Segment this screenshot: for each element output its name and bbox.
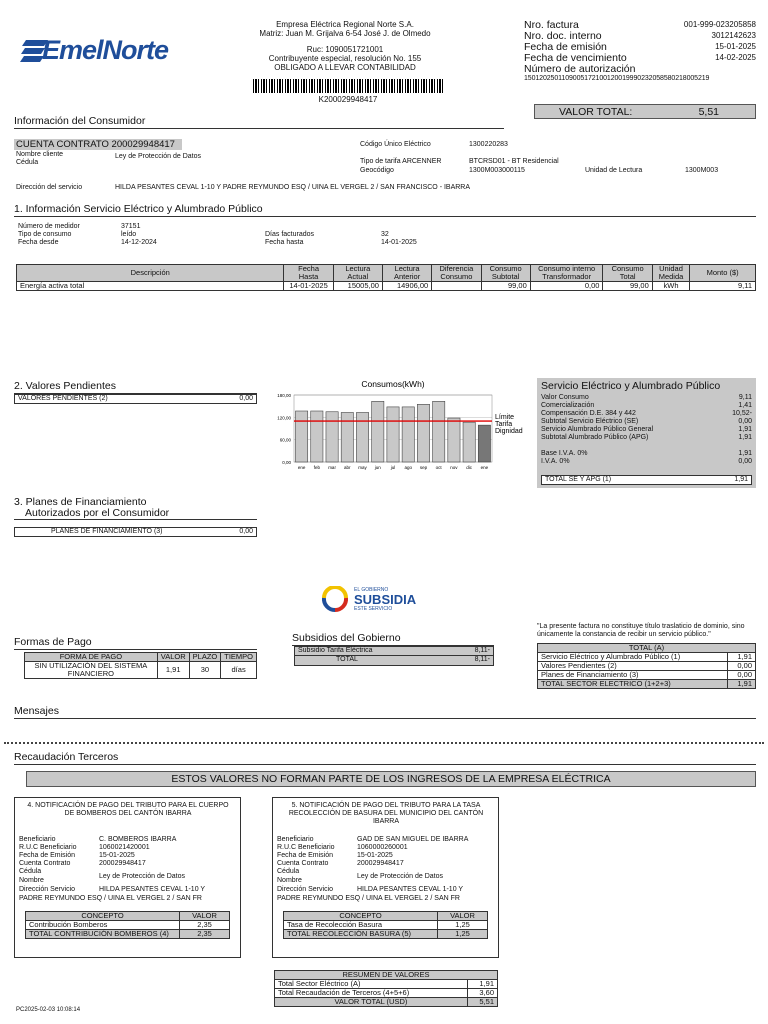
notice-label: Dirección Servicio	[19, 886, 76, 893]
company-logo: EmelNorte	[20, 38, 190, 66]
service-col-header: Consumo Total	[603, 265, 652, 282]
barcode-text: K200029948417	[318, 95, 378, 104]
invoice-info: Nro. factura 001-999-023205858 Nro. doc. interno 3012142623 Fecha de emisión 15-01-2025 Fecha de vencimiento 14-02-2025 Número de autorización 1501202501109005172100120019990232058580218005219	[524, 19, 756, 82]
notice-value: 1060021420001	[99, 844, 150, 851]
chart-ytick: 60,00	[279, 437, 291, 443]
summary-item: Subtotal Servicio Eléctrico (SE) 0,00	[541, 418, 752, 425]
notice-value: 200029948417	[99, 860, 146, 867]
third-banner: ESTOS VALORES NO FORMAN PARTE DE LOS INGRESOS DE LA EMPRESA ELÉCTRICA	[26, 771, 756, 787]
chart-ytick: 0,00	[282, 460, 291, 465]
barcode	[253, 79, 443, 93]
company-ruc: Ruc: 1090051721001	[306, 45, 384, 54]
pending-row: VALORES PENDIENTES (2) 0,00	[14, 394, 257, 404]
chart-xtick: abr	[344, 465, 351, 470]
notice-value: GAD DE SAN MIGUEL DE IBARRA	[357, 836, 469, 843]
service-cell: 14906,00	[382, 282, 431, 291]
notice-table: CONCEPTO VALOR Contribución Bomberos 2,35 TOTAL CONTRIBUCIÓN BOMBEROS (4) 2,35	[25, 911, 230, 939]
resumen-table: RESUMEN DE VALORES Total Sector Eléctrico (A) 1,91 Total Recaudación de Terceros (4+5+6) 3,60 VALOR TOTAL (USD) 5,51	[274, 970, 498, 1007]
service-col-header: Monto ($)	[690, 265, 756, 282]
chart-bar	[372, 401, 384, 462]
total-a-table: TOTAL (A) Servicio Eléctrico y Alumbrado Público (1) 1,91 Valores Pendientes (2) 0,00 Planes de Financiamiento (3) 0,00 TOTAL SECTOR ELECTRICO (1+2+3) 1,91	[537, 643, 756, 689]
summary-item: Subtotal Alumbrado Público (APG) 1,91	[541, 434, 752, 441]
notice-label: Dirección Servicio	[277, 886, 334, 893]
service-cell: 14-01-2025	[284, 282, 333, 291]
chart-bar	[433, 401, 445, 462]
service-col-header: Consumo interno Transformador	[530, 265, 603, 282]
chart-xtick: ene	[480, 465, 489, 470]
total-box: VALOR TOTAL: 5,51	[534, 104, 756, 119]
payment-col-header: FORMA DE PAGO	[25, 653, 158, 662]
service-cell: 9,11	[690, 282, 756, 291]
chart-xtick: feb	[313, 465, 320, 470]
chart-bar	[311, 411, 323, 462]
account-number: 200029948417	[111, 139, 175, 150]
company-taxpayer: Contribuyente especial, resolución No. 155	[268, 54, 422, 63]
company-name: Empresa Eléctrica Regional Norte S.A.	[276, 20, 414, 29]
service-address: HILDA PESANTES CEVAL 1-10 Y PADRE REYMUNDO ESQ / UINA EL VERGEL 2 / SAN FRANCISCO - IBARRA	[115, 184, 471, 191]
company-accounting: OBLIGADO A LLEVAR CONTABILIDAD	[274, 63, 416, 72]
service-col-header: Lectura Anterior	[382, 265, 431, 282]
notice-label: Cédula	[19, 868, 42, 875]
financing-title: 3. Planes de Financiamiento Autorizados por el Consumidor	[14, 497, 257, 520]
payment-col-header: VALOR	[157, 653, 189, 662]
chart-xtick: ago	[404, 465, 412, 470]
chart-xtick: jul	[390, 465, 396, 470]
chart-bar	[448, 418, 460, 462]
payment-cell: días	[221, 662, 257, 679]
service-summary	[537, 378, 756, 488]
financing-row: PLANES DE FINANCIAMIENTO (3) 0,00	[14, 527, 257, 537]
payment-cell: 1,91	[157, 662, 189, 679]
service-cell: 0,00	[530, 282, 603, 291]
notice-label: Nombre	[19, 877, 44, 884]
limit-label: Límite	[495, 414, 515, 422]
chart-bar	[387, 407, 399, 462]
third-title: Recaudación Terceros	[14, 751, 756, 765]
service-col-header: Descripción	[17, 265, 284, 282]
chart-xtick: nov	[450, 465, 458, 470]
summary-iva-item: Base I.V.A. 0% 1,91	[541, 450, 752, 457]
subsidy-logo-icon	[320, 586, 350, 614]
company-address: Matriz: Juan M. Grijalva 6-54 José J. de Olmedo	[259, 29, 431, 38]
subsidies-title: Subsidios del Gobierno	[292, 632, 494, 646]
subsidy-logo: EL GOBIERNO SUBSIDIA ESTE SERVICIO	[320, 586, 420, 614]
chart-xtick: dic	[466, 465, 473, 470]
notice-label: Fecha de Emisión	[277, 852, 334, 859]
notice-value: PADRE REYMUNDO ESQ / UINA EL VERGEL 2 / SAN FR	[277, 895, 460, 902]
notice-value: 200029948417	[357, 860, 404, 867]
chart-xtick: sep	[419, 465, 428, 470]
notice-value: Ley de Protección de Datos	[99, 873, 185, 880]
notice-label: Cédula	[277, 868, 300, 875]
limit-label: Dignidad	[495, 428, 523, 436]
payment-col-header: PLAZO	[189, 653, 221, 662]
service-col-header: Lectura Actual	[333, 265, 382, 282]
notice-value: PADRE REYMUNDO ESQ / UINA EL VERGEL 2 / SAN FR	[19, 895, 202, 902]
consumption-chart	[262, 378, 532, 474]
chart-xtick: may	[358, 465, 367, 470]
summary-item: Servicio Alumbrado Público General 1,91	[541, 426, 752, 433]
summary-item: Comercialización 1,41	[541, 402, 752, 409]
notice-table: CONCEPTO VALOR Tasa de Recolección Basura 1,25 TOTAL RECOLECCIÓN BASURA (5) 1,25	[283, 911, 488, 939]
service-cell	[432, 282, 481, 291]
chart-bar	[326, 412, 338, 462]
chart-xtick: jun	[374, 465, 381, 470]
total-value: 5,51	[698, 106, 719, 118]
summary-title: Servicio Eléctrico y Alumbrado Público	[541, 380, 721, 392]
chart-bar	[296, 411, 308, 462]
invoice-number: 001-999-023205858	[683, 20, 756, 29]
resumen-total: 5,51	[467, 998, 497, 1007]
service-cell: kWh	[652, 282, 690, 291]
consumption-table	[16, 264, 756, 291]
notice-title: 5. NOTIFICACIÓN DE PAGO DEL TRIBUTO PARA LA TASA RECOLECCIÓN DE BASURA DEL MUNICIPIO DEL CANTÓN IBARRA	[288, 802, 484, 825]
service-cell: 15005,00	[333, 282, 382, 291]
summary-total: TOTAL SE Y APG (1) 1,91	[541, 475, 752, 485]
payment-col-header: TIEMPO	[221, 653, 257, 662]
chart-bar	[417, 404, 429, 462]
notice-label: Beneficiario	[19, 836, 56, 843]
chart-bar	[463, 422, 475, 462]
pending-title: 2. Valores Pendientes	[14, 380, 257, 394]
resumen-row: Total Sector Eléctrico (A) 1,91	[275, 980, 498, 989]
resumen-row: Total Recaudación de Terceros (4+5+6) 3,60	[275, 989, 498, 998]
company-info	[240, 20, 450, 72]
basura-notice	[272, 797, 499, 958]
chart-xtick: oct	[435, 465, 442, 470]
authorization-number: 1501202501109005172100120019990232058580218005219	[524, 75, 710, 82]
total-a-row: Valores Pendientes (2) 0,00	[538, 662, 756, 671]
notice-label: Nombre	[277, 877, 302, 884]
chart-xtick: mar	[328, 465, 336, 470]
service-cell: Energía activa total	[17, 282, 284, 291]
chart-ytick: 120,00	[277, 415, 291, 421]
cut-line	[4, 742, 764, 744]
summary-item: Valor Consumo 9,11	[541, 394, 752, 401]
chart-bar	[356, 412, 368, 462]
service-title: 1. Información Servicio Eléctrico y Alumbrado Público	[14, 203, 756, 217]
notice-value: HILDA PESANTES CEVAL 1-10 Y	[99, 886, 206, 893]
service-cell: 99,00	[481, 282, 530, 291]
notice-value: HILDA PESANTES CEVAL 1-10 Y	[357, 886, 464, 893]
service-col-header: Fecha Hasta	[284, 265, 333, 282]
payment-title: Formas de Pago	[14, 636, 257, 650]
notice-label: Cuenta Contrato	[19, 860, 71, 867]
client-name: Ley de Protección de Datos	[115, 153, 201, 160]
chart-title: Consumos(kWh)	[361, 379, 425, 389]
notice-label: R.U.C Beneficiario	[19, 844, 77, 851]
payment-cell: 30	[189, 662, 221, 679]
notice-value: 1060000260001	[357, 844, 408, 851]
payment-table	[24, 652, 257, 679]
total-a-row: Planes de Financiamiento (3) 0,00	[538, 671, 756, 680]
chart-bar	[402, 407, 414, 462]
notice-label: R.U.C Beneficiario	[277, 844, 335, 851]
messages-title: Mensajes	[14, 705, 756, 719]
consumption-chart-svg	[262, 378, 532, 474]
footer-code: PC2025-02-03 10:08:14	[16, 1007, 81, 1013]
chart-bar	[341, 412, 353, 462]
notice-value: Ley de Protección de Datos	[357, 873, 443, 880]
notice-label: Beneficiario	[277, 836, 314, 843]
subsidies-list: Subsidio Tarifa Eléctrica 8,11- TOTAL 8,11-	[294, 646, 494, 666]
chart-ytick: 180,00	[277, 393, 291, 398]
service-cell: 99,00	[603, 282, 652, 291]
summary-item: Compensación D.E. 384 y 442 10,52-	[541, 410, 752, 417]
notice-title: 4. NOTIFICACIÓN DE PAGO DEL TRIBUTO PARA EL CUERPO DE BOMBEROS DEL CANTÓN IBARRA	[27, 802, 229, 817]
subsidy-row: Subsidio Tarifa Eléctrica 8,11-	[294, 646, 494, 656]
bomberos-notice	[14, 797, 241, 958]
total-a-row: Servicio Eléctrico y Alumbrado Público (1) 1,91	[538, 653, 756, 662]
service-col-header: Unidad Medida	[652, 265, 690, 282]
legal-note: "La presente factura no constituye título traslaticio de dominio, sino únicamente la constancia de recibir un servicio público."	[537, 623, 745, 638]
chart-bar	[478, 425, 490, 462]
service-col-header: Diferencia Consumo	[432, 265, 481, 282]
notice-value: C. BOMBEROS IBARRA	[99, 836, 177, 843]
chart-xtick: ene	[297, 465, 306, 470]
notice-label: Cuenta Contrato	[277, 860, 329, 867]
consumer-title: Información del Consumidor	[14, 115, 504, 129]
notice-value: 15-01-2025	[357, 852, 393, 859]
service-col-header: Consumo Subtotal	[481, 265, 530, 282]
notice-label: Fecha de Emisión	[19, 852, 76, 859]
notice-value: 15-01-2025	[99, 852, 135, 859]
limit-label: Tarifa	[495, 421, 513, 429]
payment-cell: SIN UTILIZACIÓN DEL SISTEMA FINANCIERO	[25, 662, 158, 679]
summary-iva-item: I.V.A. 0% 0,00	[541, 458, 752, 465]
